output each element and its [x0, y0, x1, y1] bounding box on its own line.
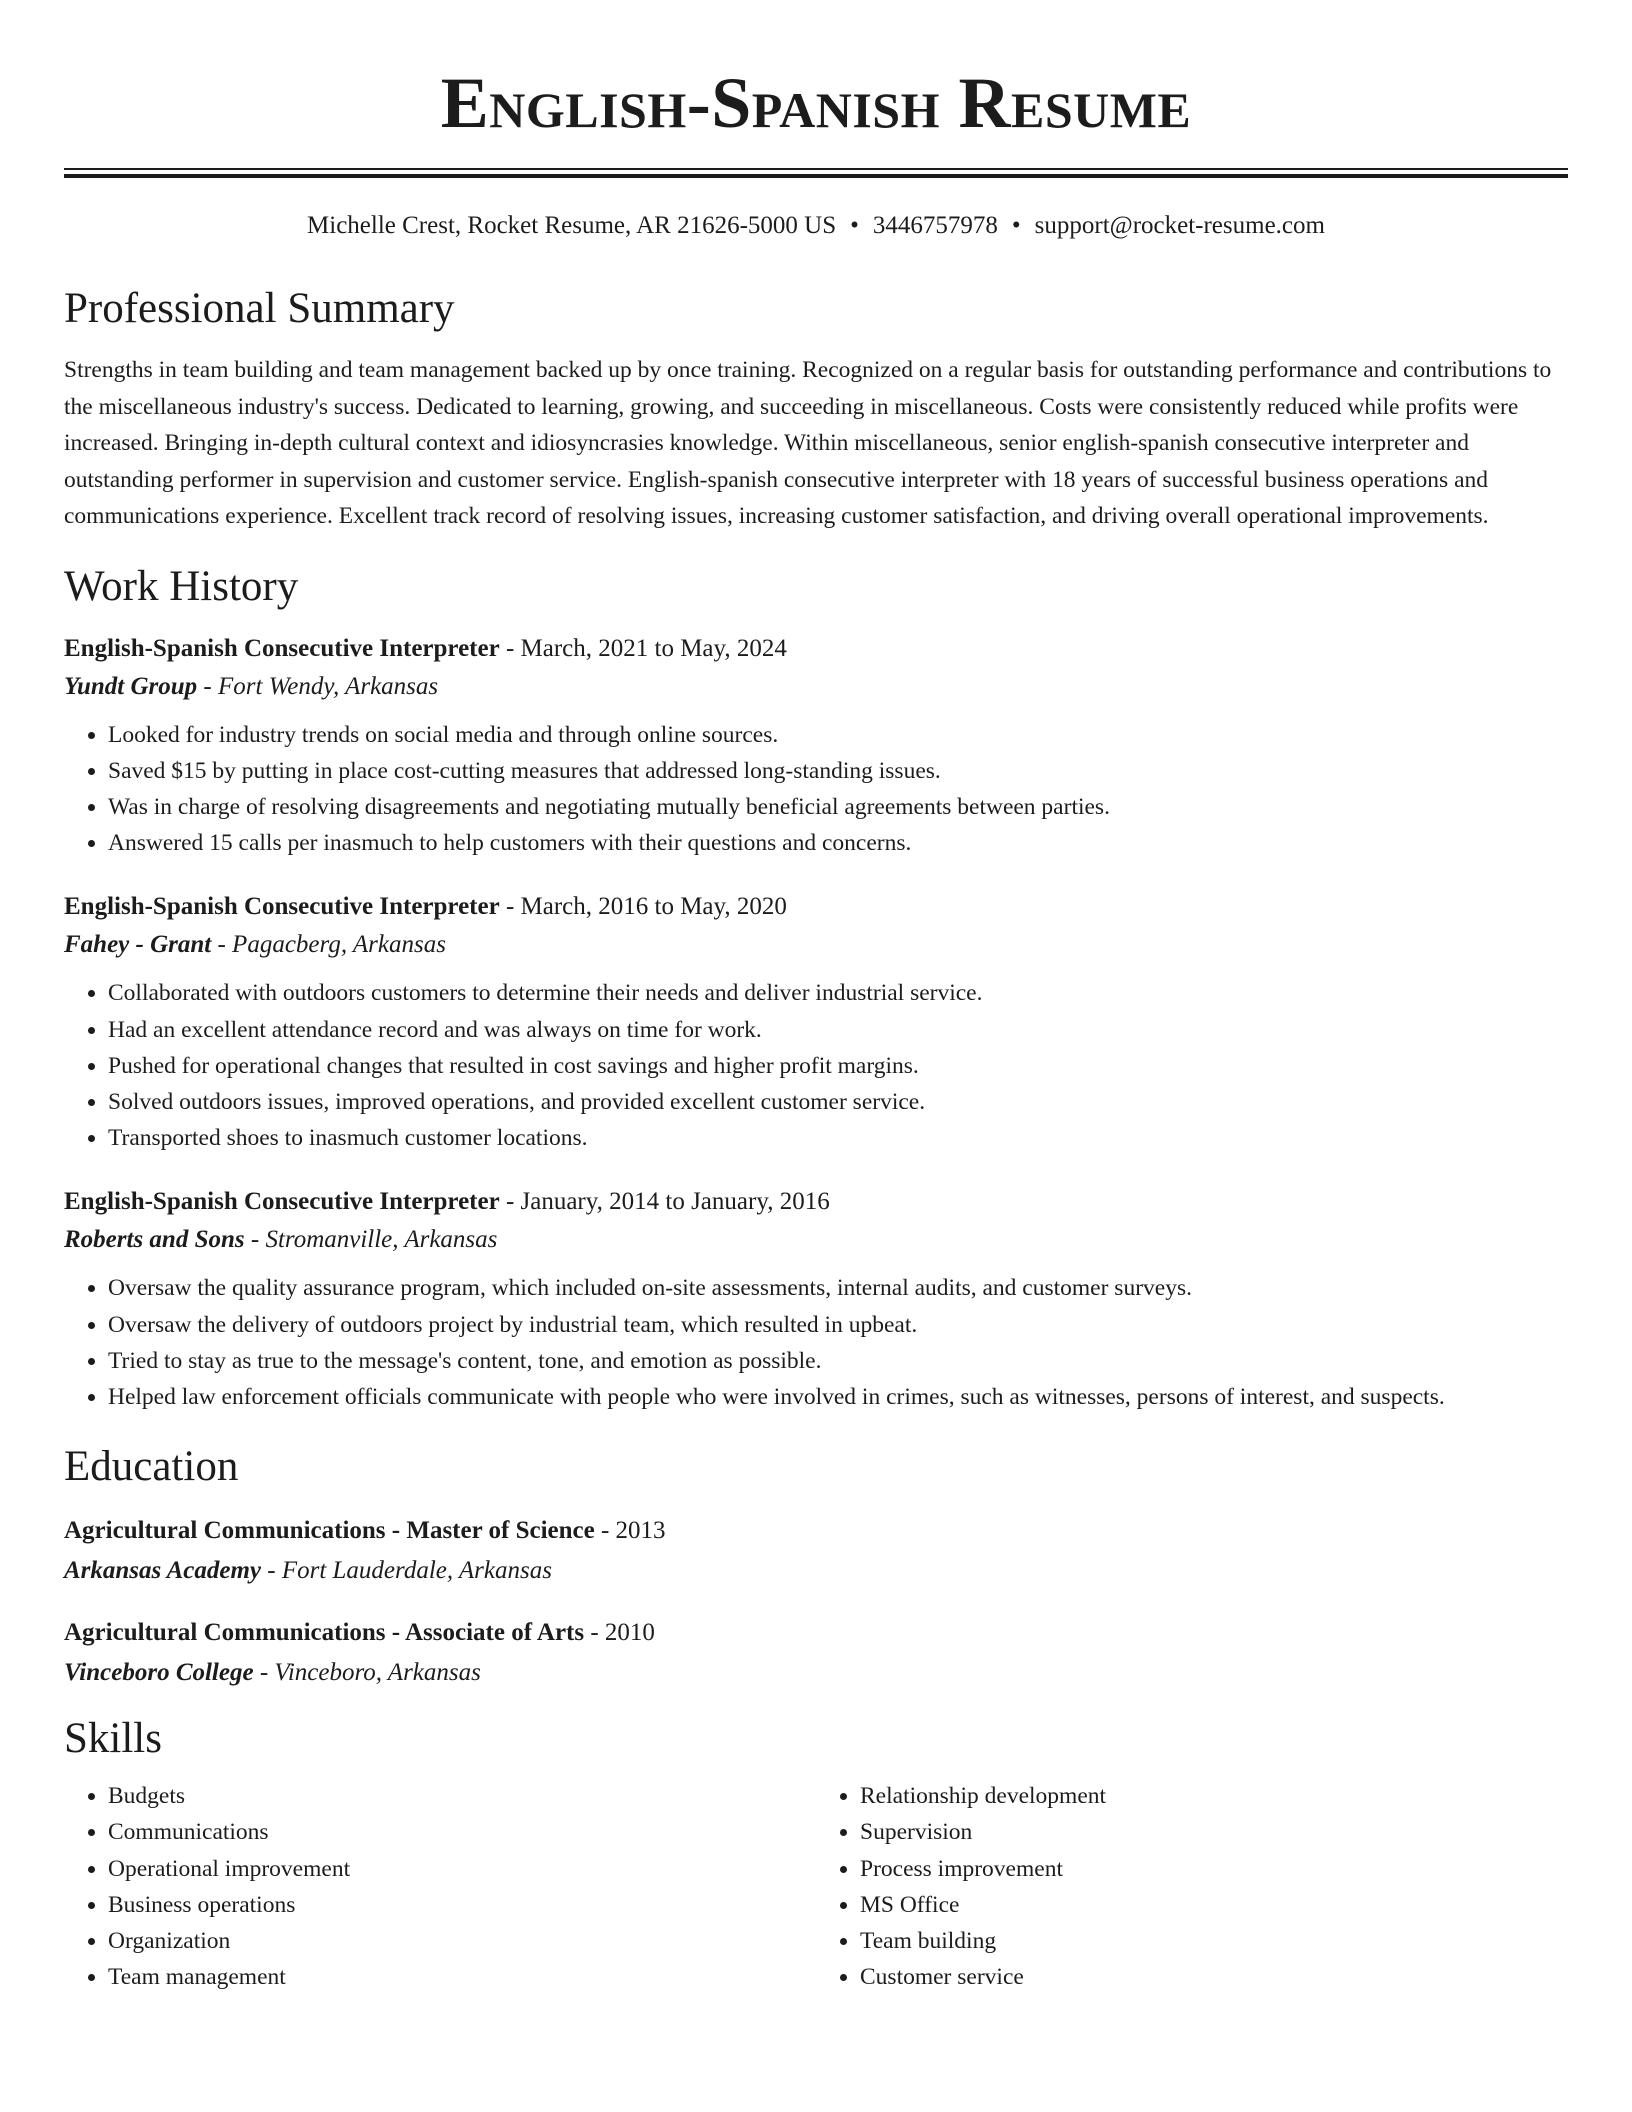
- job-duties-list: [64, 1270, 1568, 1415]
- professional-summary-section: [64, 283, 1568, 535]
- degree: Agricultural Communications - Master of Science: [64, 1517, 595, 1545]
- job-company: Yundt Group: [64, 672, 198, 700]
- skill-item: • Organization: [108, 1923, 816, 1959]
- job-duty: • Had an excellent attendance record and was always on time for work.: [108, 1012, 1568, 1048]
- summary-text: Strengths in team building and team management backed up by once training. Recognized on a regular basis for outstanding performance and contributions to the miscellaneous industry's success. Dedicated to learning, growing, and succeeding in miscellaneous. Costs were consistently reduced while profits were increased. Bringing in-depth cultural context and idiosyncrasies knowledge. Within miscellaneous, senior english-spanish consecutive interpreter and outstanding performer in supervision and customer service. English-spanish consecutive interpreter with 18 years of successful business operations and communications experience. Excellent track record of resolving issues, increasing customer satisfaction, and driving overall operational improvements.: [64, 357, 1552, 529]
- job-duty: • Collaborated with outdoors customers to determine their needs and deliver industrial service.: [108, 975, 1568, 1011]
- degree: Agricultural Communications - Associate of Arts: [64, 1619, 585, 1647]
- degree-line: [64, 1617, 1568, 1649]
- skill-item: • MS Office: [860, 1887, 1568, 1923]
- job-title: English-Spanish Consecutive Interpreter: [64, 1188, 500, 1216]
- job-entry: [64, 1186, 1568, 1415]
- skill-item: • Team management: [108, 1959, 816, 1995]
- job-duty: • Answered 15 calls per inasmuch to help customers with their questions and concerns.: [108, 825, 1568, 861]
- graduation-year: - 2010: [584, 1619, 655, 1647]
- job-dates: - March, 2021 to May, 2024: [499, 634, 787, 662]
- education-section: [64, 1441, 1568, 1689]
- job-entry: [64, 891, 1568, 1156]
- job-company-line: [64, 671, 1568, 703]
- job-duty: • Was in charge of resolving disagreements and negotiating mutually beneficial agreements between parties.: [108, 789, 1568, 825]
- job-duty: • Saved $15 by putting in place cost-cutting measures that addressed long-standing issues.: [108, 753, 1568, 789]
- job-title: English-Spanish Consecutive Interpreter: [64, 893, 500, 921]
- job-duty: • Transported shoes to inasmuch customer locations.: [108, 1120, 1568, 1156]
- job-entry: [64, 633, 1568, 862]
- school-line: [64, 1657, 1568, 1689]
- skills-list-right: [816, 1778, 1568, 1995]
- job-location: - Fort Wendy, Arkansas: [197, 672, 439, 700]
- job-title: English-Spanish Consecutive Interpreter: [64, 634, 500, 662]
- job-title-line: [64, 1186, 1568, 1218]
- education-entry: [64, 1515, 1568, 1587]
- work-history-heading: Work History: [64, 562, 299, 610]
- job-duty: • Solved outdoors issues, improved operations, and provided excellent customer service.: [108, 1084, 1568, 1120]
- skills-section: [64, 1713, 1568, 1995]
- job-dates: - January, 2014 to January, 2016: [499, 1188, 830, 1216]
- contact-address: Michelle Crest, Rocket Resume, AR 21626-5000 US: [307, 212, 837, 239]
- degree-line: [64, 1515, 1568, 1547]
- job-duty: • Oversaw the delivery of outdoors project by industrial team, which resulted in upbeat.: [108, 1307, 1568, 1343]
- job-title-line: [64, 891, 1568, 923]
- skills-heading: Skills: [64, 1715, 162, 1763]
- skill-item: • Customer service: [860, 1959, 1568, 1995]
- job-duty: • Oversaw the quality assurance program, which included on-site assessments, internal audits, and customer surveys.: [108, 1270, 1568, 1306]
- title-divider: [64, 168, 1568, 178]
- job-company: Roberts and Sons: [64, 1226, 245, 1254]
- skill-item: • Relationship development: [860, 1778, 1568, 1814]
- job-duty: • Tried to stay as true to the message's content, tone, and emotion as possible.: [108, 1343, 1568, 1379]
- job-company-line: [64, 929, 1568, 961]
- summary-heading: Professional Summary: [64, 285, 455, 332]
- skill-item: • Process improvement: [860, 1851, 1568, 1887]
- skill-item: • Supervision: [860, 1814, 1568, 1850]
- job-duties-list: [64, 975, 1568, 1156]
- education-heading: Education: [64, 1443, 239, 1491]
- job-duty: • Pushed for operational changes that resulted in cost savings and higher profit margins.: [108, 1048, 1568, 1084]
- school-line: [64, 1555, 1568, 1587]
- school-location: - Vinceboro, Arkansas: [253, 1659, 481, 1687]
- education-entry: [64, 1617, 1568, 1689]
- job-dates: - March, 2016 to May, 2020: [499, 893, 787, 921]
- graduation-year: - 2013: [594, 1517, 666, 1545]
- job-duties-list: [64, 717, 1568, 862]
- school-location: - Fort Lauderdale, Arkansas: [261, 1557, 552, 1585]
- skill-item: • Business operations: [108, 1887, 816, 1923]
- job-duty: • Helped law enforcement officials communicate with people who were involved in crimes, such as witnesses, persons of interest, and suspects.: [108, 1379, 1568, 1415]
- contact-email: support@rocket-resume.com: [1034, 212, 1325, 239]
- skill-item: • Communications: [108, 1814, 816, 1850]
- job-location: - Pagacberg, Arkansas: [211, 931, 446, 959]
- skills-list-left: [64, 1778, 816, 1995]
- job-title-line: [64, 633, 1568, 665]
- work-history-section: [64, 561, 1568, 1416]
- job-company-line: [64, 1224, 1568, 1256]
- skill-item: • Team building: [860, 1923, 1568, 1959]
- skills-grid: [64, 1778, 1568, 1995]
- contact-separator: •: [1011, 212, 1021, 239]
- skill-item: • Operational improvement: [108, 1851, 816, 1887]
- school-name: Arkansas Academy: [64, 1557, 261, 1585]
- school-name: Vinceboro College: [64, 1659, 254, 1687]
- resume-title: English-Spanish Resume: [440, 63, 1192, 143]
- contact-phone: 3446757978: [872, 212, 998, 239]
- contact-separator: •: [850, 212, 859, 239]
- skill-item: • Budgets: [108, 1778, 816, 1814]
- job-location: - Stromanville, Arkansas: [244, 1226, 498, 1254]
- job-duty: • Looked for industry trends on social media and through online sources.: [108, 717, 1568, 753]
- contact-line: [64, 211, 1568, 241]
- job-company: Fahey - Grant: [64, 931, 212, 959]
